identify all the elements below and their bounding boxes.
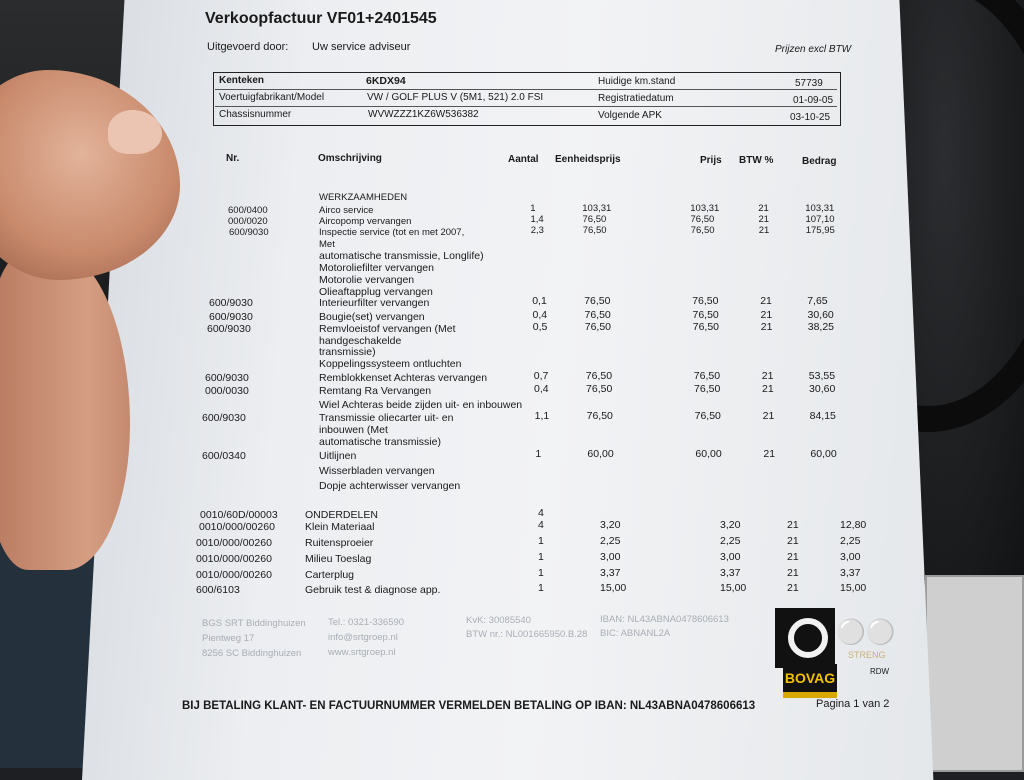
cell-price: 76,50 bbox=[690, 225, 715, 236]
cell-desc: Wisserbladen vervangen bbox=[319, 465, 435, 477]
cell-desc: Motorolie vervangen bbox=[319, 274, 415, 286]
cell-desc: Remvloeistof vervangen (Met bbox=[319, 323, 456, 335]
cell-vat: 21 bbox=[763, 448, 776, 460]
cell-nr: 000/0020 bbox=[228, 216, 268, 227]
col-header-amount: Bedrag bbox=[802, 156, 837, 167]
cell-nr: 600/9030 bbox=[209, 311, 253, 323]
divider bbox=[215, 106, 837, 107]
page-indicator: Pagina 1 van 2 bbox=[816, 698, 890, 710]
cell-unit: 15,00 bbox=[600, 582, 627, 594]
cell-desc: automatische transmissie, Longlife) bbox=[319, 250, 484, 262]
cell-price: 15,00 bbox=[720, 582, 747, 594]
km-value: 57739 bbox=[795, 78, 823, 89]
make-label: Voertuigfabrikant/Model bbox=[219, 92, 325, 103]
reg-value: 01-09-05 bbox=[793, 95, 834, 106]
cell-qty: 2,3 bbox=[530, 225, 544, 236]
cell-unit: 76,50 bbox=[584, 321, 612, 333]
company-bic: BIC: ABNANL2A bbox=[600, 628, 671, 639]
cell-unit: 3,20 bbox=[600, 519, 621, 531]
kenteken-value: 6KDX94 bbox=[366, 75, 406, 87]
cell-desc: Bougie(set) vervangen bbox=[319, 311, 425, 323]
col-header-desc: Omschrijving bbox=[318, 153, 382, 164]
cell-price: 76,50 bbox=[692, 309, 719, 321]
cell-amount: 107,10 bbox=[805, 214, 835, 225]
cell-unit: 3,00 bbox=[600, 551, 621, 563]
make-value: VW / GOLF PLUS V (5M1, 521) 2.0 FSI bbox=[367, 92, 544, 103]
cell-amount: 15,00 bbox=[840, 582, 867, 594]
cell-nr: 600/9030 bbox=[202, 412, 246, 424]
cell-desc: Transmissie oliecarter uit- en bbox=[319, 412, 454, 424]
cell-desc: Milieu Toeslag bbox=[305, 553, 372, 565]
cell-qty: 0,4 bbox=[532, 309, 548, 321]
thumbnail bbox=[108, 110, 162, 154]
col-header-qty: Aantal bbox=[508, 154, 539, 165]
cell-unit: 76,50 bbox=[586, 383, 613, 395]
cell-vat: 21 bbox=[762, 383, 774, 395]
cell-vat: 21 bbox=[758, 214, 770, 225]
cell-price: 3,20 bbox=[720, 519, 741, 531]
cell-qty: 1 bbox=[538, 582, 544, 594]
kenteken-label: Kenteken bbox=[219, 75, 265, 86]
cell-nr: 600/9030 bbox=[205, 372, 249, 384]
cell-price: 2,25 bbox=[720, 535, 741, 547]
cell-nr: 600/9030 bbox=[209, 297, 253, 309]
km-label: Huidige km.stand bbox=[598, 76, 676, 87]
cell-desc: Klein Materiaal bbox=[305, 521, 375, 533]
streng-logo: ⚪⚪ bbox=[836, 619, 896, 646]
divider bbox=[215, 89, 837, 90]
cell-amount: 2,25 bbox=[840, 535, 861, 547]
cell-qty: 0,1 bbox=[532, 295, 547, 307]
prices-note: Prijzen excl BTW bbox=[775, 44, 852, 55]
cell-qty: 1 bbox=[538, 551, 544, 563]
cell-price: 60,00 bbox=[695, 448, 722, 460]
cell-unit: 2,25 bbox=[600, 535, 621, 547]
rdw-label: RDW bbox=[870, 667, 890, 676]
cell-amount: 60,00 bbox=[810, 448, 837, 460]
cell-amount: 7,65 bbox=[807, 295, 828, 307]
issued-by-value: Uw service adviseur bbox=[312, 41, 411, 53]
cell-vat: 21 bbox=[787, 535, 799, 547]
apk-label: Volgende APK bbox=[598, 110, 662, 121]
cell-vat: 21 bbox=[760, 295, 772, 307]
cell-qty: 1 bbox=[538, 535, 544, 547]
cell-nr: 600/6103 bbox=[196, 584, 240, 596]
invoice-title: Verkoopfactuur VF01+2401545 bbox=[205, 10, 437, 27]
cell-amount: 30,60 bbox=[809, 383, 836, 395]
cell-desc: Carterplug bbox=[305, 569, 355, 581]
cell-amount: 3,37 bbox=[840, 567, 861, 579]
company-tel: Tel.: 0321-336590 bbox=[328, 617, 405, 628]
cell-nr: 600/0340 bbox=[202, 450, 246, 462]
card-right bbox=[925, 575, 1024, 772]
cell-qty: 0,7 bbox=[533, 370, 549, 382]
cell-vat: 21 bbox=[758, 225, 770, 236]
bovag-logo-ring bbox=[788, 618, 828, 658]
cell-desc: Inspectie service (tot en met 2007, bbox=[319, 227, 465, 238]
cell-desc: WERKZAAMHEDEN bbox=[319, 192, 408, 203]
cell-desc: inbouwen (Met bbox=[319, 424, 388, 436]
cell-unit: 76,50 bbox=[582, 214, 607, 225]
apk-value: 03-10-25 bbox=[790, 112, 831, 123]
cell-amount: 12,80 bbox=[840, 519, 867, 531]
cell-price: 76,50 bbox=[692, 321, 720, 333]
issued-by-label: Uitgevoerd door: bbox=[207, 41, 289, 53]
cell-nr: 0010/000/00260 bbox=[199, 521, 275, 533]
cell-vat: 21 bbox=[761, 370, 774, 382]
cell-nr: 000/0030 bbox=[205, 385, 249, 397]
cell-desc: Met bbox=[319, 239, 335, 250]
company-iban: IBAN: NL43ABNA0478606613 bbox=[600, 614, 729, 625]
col-header-vat: BTW % bbox=[739, 155, 774, 166]
cell-nr: 600/0400 bbox=[228, 205, 268, 216]
cell-qty: 1 bbox=[535, 448, 542, 460]
cell-amount: 3,00 bbox=[840, 551, 861, 563]
cell-amount: 175,95 bbox=[805, 225, 835, 236]
cell-vat: 21 bbox=[787, 582, 799, 594]
cell-desc: handgeschakelde bbox=[319, 335, 402, 347]
cell-price: 3,37 bbox=[720, 567, 741, 579]
cell-nr: 0010/60D/00003 bbox=[200, 509, 278, 521]
cell-amount: 103,31 bbox=[805, 203, 835, 214]
cell-desc: ONDERDELEN bbox=[305, 509, 378, 521]
company-kvk: KvK: 30085540 bbox=[466, 615, 531, 626]
cell-desc: Remtang Ra Vervangen bbox=[319, 385, 432, 397]
cell-desc: Wiel Achteras beide zijden uit- en inbouwen bbox=[319, 399, 523, 411]
cell-desc: Olieaftapplug vervangen bbox=[319, 286, 433, 298]
cell-amount: 84,15 bbox=[809, 410, 836, 422]
col-header-nr: Nr. bbox=[226, 153, 240, 164]
cell-vat: 21 bbox=[762, 410, 775, 422]
cell-price: 76,50 bbox=[694, 383, 721, 395]
cell-desc: Ruitensproeier bbox=[305, 537, 374, 549]
company-line1: BGS SRT Biddinghuizen bbox=[202, 618, 306, 629]
cell-unit: 76,50 bbox=[586, 410, 613, 422]
cell-qty: 1,1 bbox=[534, 410, 550, 422]
cell-desc: Motoroliefilter vervangen bbox=[319, 262, 434, 274]
payment-note: BIJ BETALING KLANT- EN FACTUURNUMMER VERMELDEN BETALING OP IBAN: NL43ABNA0478606613 bbox=[182, 700, 756, 712]
col-header-unit: Eenheidsprijs bbox=[555, 154, 621, 165]
cell-qty: 0,5 bbox=[532, 321, 548, 333]
cell-amount: 38,25 bbox=[807, 321, 835, 333]
cell-price: 3,00 bbox=[720, 551, 741, 563]
cell-desc: transmissie) bbox=[319, 346, 376, 358]
cell-desc: Aircopomp vervangen bbox=[319, 216, 412, 227]
cell-unit: 76,50 bbox=[582, 225, 607, 236]
chassis-label: Chassisnummer bbox=[219, 109, 292, 120]
company-web: www.srtgroep.nl bbox=[328, 647, 396, 658]
cell-nr: 0010/000/00260 bbox=[196, 569, 272, 581]
cell-qty: 1 bbox=[538, 567, 544, 579]
cell-desc: Koppelingssysteem ontluchten bbox=[319, 358, 462, 370]
cell-unit: 76,50 bbox=[584, 295, 611, 307]
bovag-logo: BOVAG bbox=[783, 664, 837, 692]
cell-price: 103,31 bbox=[690, 203, 720, 214]
cell-desc: Gebruik test & diagnose app. bbox=[305, 584, 441, 596]
cell-unit: 76,50 bbox=[585, 370, 613, 382]
cell-unit: 76,50 bbox=[584, 309, 611, 321]
cell-qty: 0,4 bbox=[534, 383, 549, 395]
cell-vat: 21 bbox=[760, 309, 773, 321]
col-header-price: Prijs bbox=[700, 155, 722, 166]
cell-desc: Uitlijnen bbox=[319, 450, 357, 462]
chassis-value: WVWZZZ1KZ6W536382 bbox=[368, 109, 479, 120]
cell-qty: 4 bbox=[538, 519, 544, 531]
cell-nr: 0010/000/00260 bbox=[196, 537, 272, 549]
cell-desc: Interieurfilter vervangen bbox=[319, 297, 430, 309]
cell-qty: 4 bbox=[538, 507, 544, 519]
company-btw: BTW nr.: NL001665950.B.28 bbox=[466, 629, 588, 640]
cell-qty: 1 bbox=[530, 203, 536, 214]
cell-desc: Remblokkenset Achteras vervangen bbox=[319, 372, 488, 384]
cell-nr: 0010/000/00260 bbox=[196, 553, 272, 565]
reg-label: Registratiedatum bbox=[598, 93, 674, 104]
company-email: info@srtgroep.nl bbox=[328, 632, 398, 643]
cell-amount: 30,60 bbox=[807, 309, 834, 321]
cell-vat: 21 bbox=[760, 321, 773, 333]
cell-desc: Airco service bbox=[319, 205, 374, 216]
cell-vat: 21 bbox=[787, 519, 799, 531]
cell-vat: 21 bbox=[787, 551, 799, 563]
cell-nr: 600/9030 bbox=[207, 323, 251, 335]
cell-unit: 3,37 bbox=[600, 567, 621, 579]
cell-desc: automatische transmissie) bbox=[319, 436, 441, 448]
cell-vat: 21 bbox=[787, 567, 799, 579]
cell-price: 76,50 bbox=[693, 370, 721, 382]
cell-price: 76,50 bbox=[694, 410, 721, 422]
company-line3: 8256 SC Biddinghuizen bbox=[202, 648, 302, 659]
cell-price: 76,50 bbox=[690, 214, 715, 225]
cell-desc: Dopje achterwisser vervangen bbox=[319, 480, 461, 492]
cell-vat: 21 bbox=[758, 203, 769, 214]
streng-label: STRENG bbox=[848, 650, 886, 660]
cell-amount: 53,55 bbox=[808, 370, 836, 382]
cell-unit: 60,00 bbox=[587, 448, 614, 460]
cell-nr: 600/9030 bbox=[229, 227, 269, 238]
cell-qty: 1,4 bbox=[530, 214, 544, 225]
cell-unit: 103,31 bbox=[582, 203, 612, 214]
cell-price: 76,50 bbox=[692, 295, 719, 307]
company-line2: Pientweg 17 bbox=[202, 633, 255, 644]
